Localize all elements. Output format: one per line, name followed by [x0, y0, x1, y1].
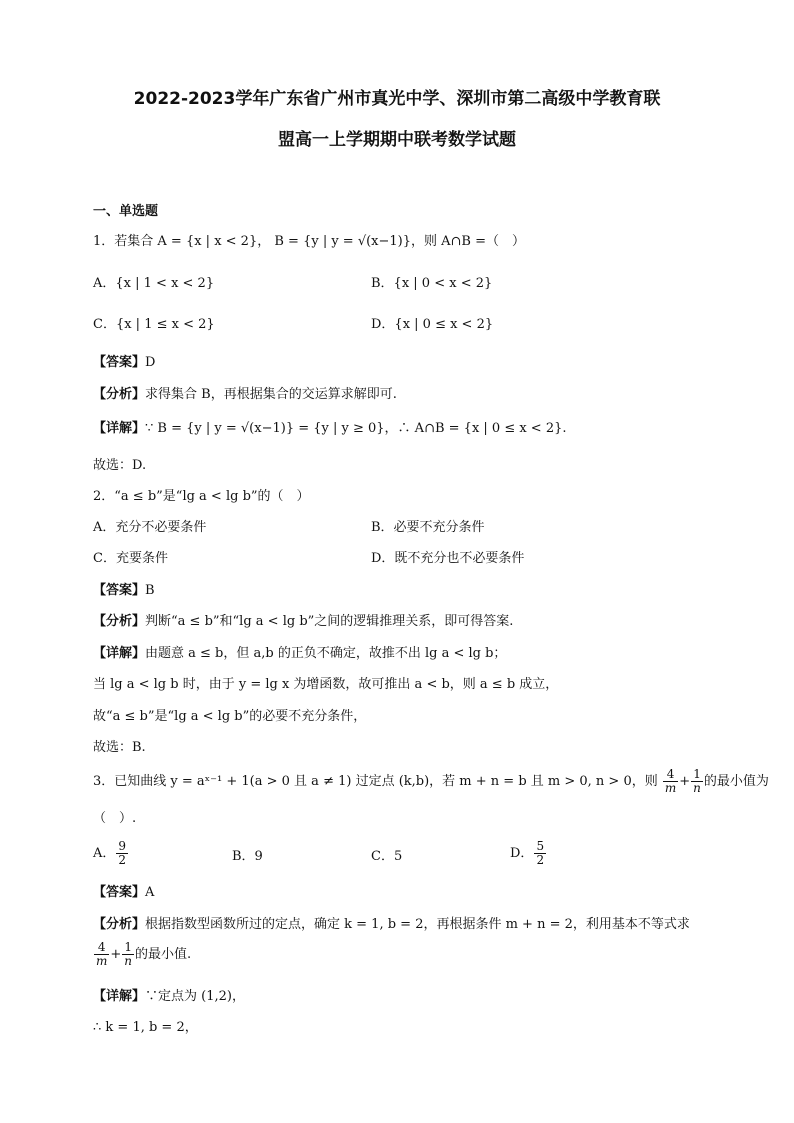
q1-option-d: D．{x | 0 ≤ x < 2}	[371, 317, 494, 332]
q2-detail-line3: 故“a ≤ b”是“lg a < lg b”的必要不充分条件，	[93, 709, 367, 724]
q1-option-a: A．{x | 1 < x < 2}	[93, 276, 215, 291]
q3-answer-value: A	[145, 885, 155, 900]
q3-analysis	[93, 916, 690, 934]
fraction-denominator: m	[96, 954, 108, 968]
q3-stem-suffix: 的最小值为	[703, 774, 769, 789]
q2-analysis	[93, 613, 513, 631]
q2-option-d: D．既不充分也不必要条件	[371, 551, 525, 566]
detail-label: 【详解】	[93, 646, 146, 661]
analysis-label: 【分析】	[93, 614, 146, 629]
fraction-denominator: m	[664, 781, 677, 795]
q1-detail	[93, 420, 567, 438]
q3-analysis-suffix: 的最小值.	[135, 947, 192, 962]
q3-detail-text: ∵定点为 (1,2)，	[145, 989, 245, 1004]
fraction-numerator: 1	[122, 941, 134, 955]
analysis-label: 【分析】	[93, 387, 146, 402]
q3-stem-line2: （ ）.	[93, 811, 137, 826]
q3-stem-fraction-1-over-n	[691, 768, 703, 795]
q2-analysis-text: 判断“a ≤ b”和“lg a < lg b”之间的逻辑推理关系，即可得答案.	[145, 614, 514, 629]
q3-detail-line2: ∴ k = 1, b = 2，	[93, 1020, 198, 1035]
q3-analysis-fraction-4-over-m	[94, 941, 109, 968]
q1-option-b: B．{x | 0 < x < 2}	[371, 276, 493, 291]
q3-option-d-fraction	[534, 840, 546, 867]
fraction-denominator: 2	[536, 853, 545, 867]
q3-stem-text: 3．已知曲线 y = aˣ⁻¹ + 1(a > 0 且 a ≠ 1) 过定点 (k,b)，若 m + n = b 且 m > 0, n > 0，则	[93, 774, 658, 789]
q3-answer	[93, 884, 154, 902]
q3-option-d	[510, 840, 547, 867]
plus-sign: +	[110, 947, 122, 962]
q2-detail-line2: 当 lg a < lg b 时，由于 y = lg x 为增函数，故可推出 a < b，则 a ≤ b 成立，	[93, 677, 559, 692]
fraction-denominator: n	[124, 954, 133, 968]
q3-option-a-fraction	[116, 840, 128, 867]
q2-conclusion: 故选：B.	[93, 740, 146, 755]
q1-analysis-text: 求得集合 B，再根据集合的交运算求解即可.	[145, 387, 397, 402]
fraction-numerator: 1	[691, 768, 703, 782]
q3-option-a	[93, 840, 129, 867]
q2-answer	[93, 582, 155, 600]
q2-detail	[93, 645, 506, 663]
answer-label: 【答案】	[93, 885, 146, 900]
q3-stem-fraction-4-over-m	[663, 768, 678, 795]
q2-answer-value: B	[145, 583, 155, 598]
document-title-line2: 盟高一上学期期中联考数学试题	[278, 130, 516, 150]
fraction-denominator: n	[693, 781, 701, 795]
fraction-numerator: 5	[536, 839, 545, 853]
fraction-numerator: 9	[118, 839, 127, 853]
q1-option-c: C．{x | 1 ≤ x < 2}	[93, 317, 215, 332]
q1-analysis	[93, 386, 397, 404]
fraction-numerator: 4	[94, 941, 109, 955]
q2-option-a: A．充分不必要条件	[93, 520, 207, 535]
q1-answer-value: D	[145, 355, 156, 370]
q3-option-b: B．9	[232, 849, 263, 864]
q2-option-b: B．必要不充分条件	[371, 520, 485, 535]
fraction-denominator: 2	[118, 853, 127, 867]
q1-conclusion: 故选：D.	[93, 458, 147, 473]
q3-analysis-text: 根据指数型函数所过的定点，确定 k = 1, b = 2，再根据条件 m + n = 2，利用基本不等式求	[145, 917, 690, 932]
q2-detail-text: 由题意 a ≤ b，但 a,b 的正负不确定，故推不出 lg a < lg b；	[145, 646, 507, 661]
q1-stem: 1．若集合 A = {x | x < 2}， B = {y | y = √(x−1)}，则 A∩B =（ ）	[93, 234, 526, 249]
section-heading: 一、单选题	[93, 204, 159, 219]
q3-analysis-line2	[93, 941, 191, 968]
q3-detail	[93, 988, 245, 1006]
plus-sign: +	[679, 774, 691, 789]
q3-option-d-label: D．	[510, 846, 534, 861]
q3-analysis-fraction-1-over-n	[122, 941, 134, 968]
detail-label: 【详解】	[93, 989, 146, 1004]
answer-label: 【答案】	[93, 583, 146, 598]
q3-option-c: C．5	[371, 849, 403, 864]
fraction-numerator: 4	[663, 768, 678, 782]
q1-answer	[93, 354, 155, 372]
q3-option-a-label: A．	[93, 846, 116, 861]
q2-option-c: C．充要条件	[93, 551, 168, 566]
document-title-line1: 2022-2023学年广东省广州市真光中学、深圳市第二高级中学教育联	[133, 89, 661, 109]
q1-detail-text: ∵ B = {y | y = √(x−1)} = {y | y ≥ 0}，∴ A∩B = {x | 0 ≤ x < 2}.	[145, 421, 567, 436]
q3-stem	[93, 768, 769, 795]
detail-label: 【详解】	[93, 421, 146, 436]
analysis-label: 【分析】	[93, 917, 146, 932]
q2-stem: 2．“a ≤ b”是“lg a < lg b”的（ ）	[93, 489, 310, 504]
answer-label: 【答案】	[93, 355, 146, 370]
